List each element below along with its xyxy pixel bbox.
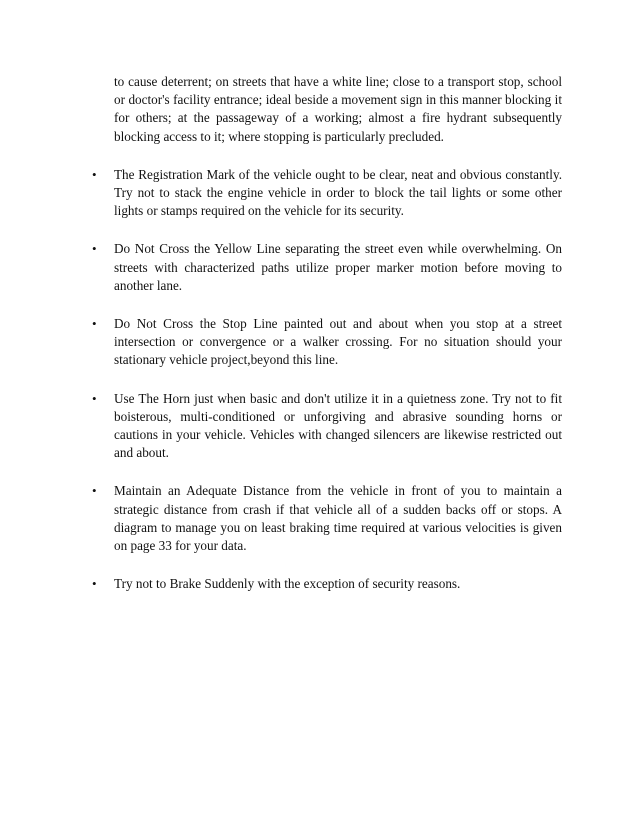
bullet-text: Do Not Cross the Stop Line painted out and about when you stop at a street intersection or convergence or a walker crossing. For no situation should your stationary vehicle project,beyond this line.: [114, 316, 562, 368]
bullet-icon: •: [92, 483, 97, 499]
bullet-item-registration-mark: [92, 166, 562, 221]
bullet-icon: •: [92, 166, 97, 182]
bullet-text: Try not to Brake Suddenly with the exception of security reasons.: [114, 576, 461, 592]
bullet-icon: •: [92, 241, 97, 257]
bullet-text: The Registration Mark of the vehicle ought to be clear, neat and obvious constantly. Try not to stack the engine vehicle in order to block the tail lights or some other lights or stamps required on the vehicle for its security.: [114, 166, 562, 219]
bullet-item-horn: [92, 390, 562, 463]
bullet-item-stop-line: [92, 315, 562, 370]
bullet-text: Do Not Cross the Yellow Line separating the street even while overwhelming. On streets with characterized paths utilize proper marker motion before moving to another lane.: [114, 241, 562, 293]
bullet-text: Use The Horn just when basic and don't utilize it in a quietness zone. Try not to fit boisterous, multi-conditioned or unforgiving and abrasive sounding horns or cautions in your vehicle. Vehicles with changed silencers are likewise restricted out and about.: [114, 390, 562, 461]
bullet-item-yellow-line: [92, 240, 562, 295]
bullet-item-brake-suddenly: [92, 575, 562, 593]
bullet-icon: •: [92, 390, 97, 406]
lead-paragraph: to cause deterrent; on streets that have a white line; close to a transport stop, school or doctor's facility entrance; ideal beside a movement sign in this manner blocking it for others; at the passageway of a working; almost a fire hydrant subsequently blocking access to it; where stopping is particularly precluded.: [114, 74, 562, 144]
bullet-text: Maintain an Adequate Distance from the vehicle in front of you to maintain a strategic distance from crash if that vehicle all of a sudden backs off or stops. A diagram to manage you on least braking time required at various velocities is given on page 33 for your data.: [114, 483, 562, 554]
bullet-icon: •: [92, 316, 97, 332]
bullet-item-adequate-distance: [92, 482, 562, 555]
bullet-icon: •: [92, 576, 97, 592]
bullet-list: [92, 166, 562, 594]
document-body: [92, 73, 562, 593]
